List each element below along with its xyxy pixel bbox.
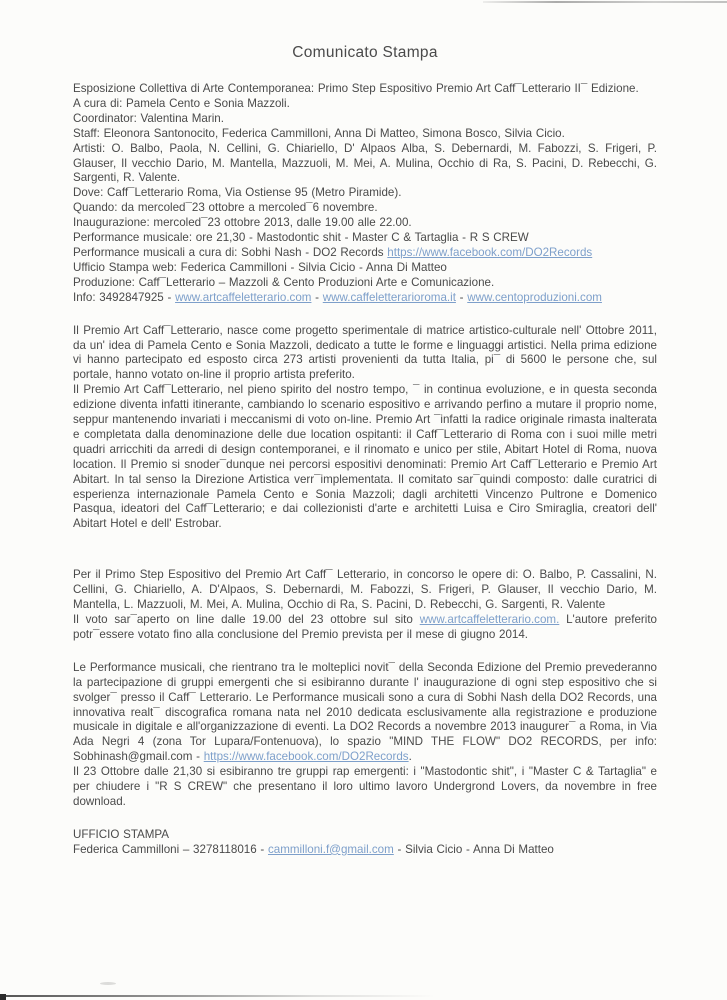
press-info-block [73,82,657,306]
paragraph [73,568,657,613]
hyperlink[interactable]: https://www.facebook.com/DO2Records [203,750,409,764]
paragraph [73,383,657,532]
paragraph [73,127,657,142]
text-run: L'autore preferito potr¯essere votato fino alla conclusione del Premio prevista per il mese di giugno 2014. [73,613,657,641]
scan-artifact-smudge [100,982,116,985]
text-run: . [408,750,412,764]
paragraph [73,82,657,97]
text-run: Esposizione Collettiva di Arte Contemporanea: Primo Step Espositivo Premio Art Caff¯Letterario II¯ Edizione. [73,82,639,95]
text-run: Performance musicali a cura di: Sobhi Nash - DO2 Records [73,245,388,259]
paragraph [73,276,657,291]
text-run: Per il Primo Step Espositivo del Premio Art Caff¯ Letterario, in concorso le opere di: O. Balbo, P. Cassalini, N. Cellini, G. Chiariello, A. D'Alpaos, S. Debernardi, M. Fabozzi, S. Frigeri, P. Glauser, Il vecchio Dario, M. Mantella, L. Mazzuoli, M. Mei, A. Mulina, Occhio di Ra, S. Pacini, D. Rebecchi, G. Sargenti, R. Valente [73,568,657,612]
text-run: UFFICIO STAMPA [73,827,170,841]
text-run: - Silvia Cicio - Anna Di Matteo [393,842,554,856]
ufficio-stampa-block [73,828,657,858]
paragraph [73,97,657,112]
text-run: Il voto sar¯aperto on line dalle 19.00 del 23 ottobre sul sito [73,613,420,626]
paragraph [73,142,657,187]
text-run: Federica Cammilloni – 3278118016 - [73,842,268,856]
text-run: - [311,290,323,304]
hyperlink[interactable]: https://www.facebook.com/DO2Records [387,245,593,259]
scan-artifact-corner [0,994,6,1000]
document-title: Comunicato Stampa [292,44,438,61]
hyperlink[interactable]: cammilloni.f@gmail.com [267,842,394,856]
paragraph [73,201,657,216]
hyperlink[interactable]: www.centoproduzioni.com [467,290,602,304]
paragraph [73,765,657,810]
text-run: Info: 3492847925 - [73,290,176,304]
text-run: Il 23 Ottobre dalle 21,30 si esibiranno tre gruppi rap emergenti: i "Mastodontic shit", i "Master C & Tartaglia" e per chiudere i "R S CREW" che presentano il loro ultimo lavoro Undergrond Lovers, da novembre in free download. [73,765,657,808]
paragraph [73,231,657,246]
scan-artifact-top-edge [483,1,727,3]
text-run: Ufficio Stampa web: Federica Cammilloni - Silvia Cicio - Anna Di Matteo [73,260,447,274]
hyperlink[interactable]: www.caffeletterarioroma.it [322,290,456,304]
primo-step-block [73,568,657,643]
text-run: - [455,290,468,304]
document-blocks [73,82,657,858]
paragraph [73,828,657,843]
text-run: Coordinator: Valentina Marin. [73,111,224,125]
hyperlink[interactable]: www.artcaffeletterario.com [175,290,312,304]
hyperlink[interactable]: www.artcaffeletterario.com. [419,613,560,626]
paragraph [73,112,657,127]
text-run: Quando: da mercoled¯23 ottobre a mercoled¯6 novembre. [73,201,378,215]
text-run: Performance musicale: ore 21,30 - Mastodontic shit - Master C & Tartaglia - R S CREW [73,231,529,245]
paragraph [73,291,657,306]
text-run: Staff: Eleonora Santonocito, Federica Cammilloni, Anna Di Matteo, Simona Bosco, Silvia Cicio. [73,126,565,140]
paragraph [73,661,657,765]
paragraph [73,186,657,201]
scan-artifact-bottom-edge [0,995,435,997]
paragraph [73,613,657,643]
text-run: Inaugurazione: mercoled¯23 ottobre 2013, dalle 19.00 alle 22.00. [73,216,412,230]
text-run: Produzione: Caff¯Letterario – Mazzoli & Cento Produzioni Arte e Comunicazione. [73,275,495,289]
text-run: Il Premio Art Caff¯Letterario, nasce come progetto sperimentale di matrice artistico-culturale nell' Ottobre 2011, da un' idea di Pamela Cento e Sonia Mazzoli, dedicato a tutte le forme e linguaggi artistici. Nella prima edizione vi hanno partecipato ed esposto circa 273 artisti provenienti da tutta Italia, pi¯ di 5600 le persone che, sul portale, hanno votato on-line il proprio artista preferito. [73,323,657,382]
paragraph [73,324,657,384]
text-run: Il Premio Art Caff¯Letterario, nel pieno spirito del nostro tempo, ¯ in continua evoluzione, e in questa seconda edizione diventa infatti itinerante, cambiando lo scenario espositivo e arrivando perfino a mutare il proprio nome, seppur mantenendo invariati i meccanismi di voto on-line. Premio Art ¯infatti la radice originale rimasta inalterata e completata dalla denominazione delle due location ospitanti: il Caff¯Letterario di Roma con i suoi mille metri quadri arricchiti da arredi di design contemporanei, e il rinomato e unico per stile, Abitart Hotel di Roma, nuova location. Il Premio si snoder¯dunque nei percorsi espositivi denominati: Premio Art Caff¯Letterario e Premio Art Abitart. In tal senso la Direzione Artistica verr¯implementata. Il comitato sar¯quindi composto: dalle curatrici di esperienza internazionale Pamela Cento e Sonia Mazzoli; dagli architetti Vincenzo Pultrone e Domenico Pasqua, ideatori del Caff¯Letterario; e dai collezionisti d'arte e architetti Luisa e Ciro Smiraglia, creatori dell' Abitart Hotel e dell' Estrobar. [73,383,657,531]
text-run: Artisti: O. Balbo, Paola, N. Cellini, G. Chiariello, D' Alpaos Alba, S. Debernardi, M. Fabozzi, S. Frigeri, P. Glauser, Il vecchio Dario, M. Mantella, Mazzuoli, M. Mei, A. Mulina, Occhio di Ra, S. Pacini, D. Rebecchi, G. Sargenti, R. Valente. [73,141,657,185]
paragraph [73,261,657,276]
text-run: Le Performance musicali, che rientrano tra le molteplici novit¯ della Seconda Edizione del Premio prevederanno la partecipazione di gruppi emergenti che si esibiranno durante l' inaugurazione di ogni step espositivo che si svolger¯ presso il Caff¯ Letterario. Le Performance musicali sono a cura di Sobhi Nash della DO2 Records, una innovativa realt¯ discografica romana nata nel 2010 dedicata esclusivamente alla registrazione e produzione musicale in digitale e all'organizzazione di eventi. La DO2 Records a novembre 2013 inaugurer¯ a Roma, in Via Ada Negri 4 (zona Tor Lupara/Fontenuova), lo spazio "MIND THE FLOW" DO2 RECORDS, per info: Sobhinash@gmail.com - [73,660,657,764]
text-run: Dove: Caff¯Letterario Roma, Via Ostiense 95 (Metro Piramide). [73,186,402,200]
premio-history-block [73,324,657,533]
performance-block [73,661,657,810]
text-run: A cura di: Pamela Cento e Sonia Mazzoli. [73,96,290,110]
paragraph [73,216,657,231]
press-release-page [73,44,657,858]
paragraph [73,843,657,858]
paragraph [73,246,657,261]
